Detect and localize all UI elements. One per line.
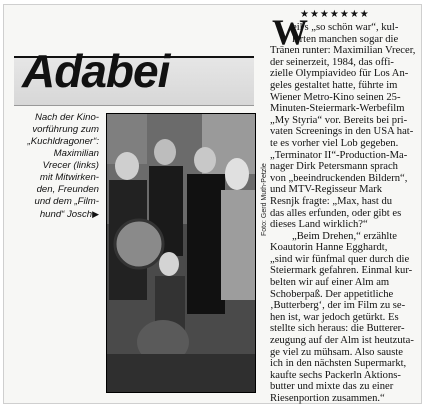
article-line: hen ist, war jedoch getürkt. Es — [270, 311, 399, 323]
article-line: Wiener Metro-Kino seinen 25- — [270, 91, 401, 103]
caption-line-text: hund“ Josch — [39, 209, 93, 220]
article-line: butter und mixte das zu einer — [270, 381, 394, 393]
article-line: stellte sich heraus: die Butterer- — [270, 323, 405, 335]
photo-caption — [22, 112, 99, 221]
article-line: belten wir auf einer Alm am — [270, 277, 390, 289]
article-line: lerten manchen sogar die — [292, 33, 399, 45]
section-title: Adabei — [22, 45, 170, 97]
article-line: Steiermark gefahren. Einmal kur- — [270, 265, 413, 277]
caption-line: mit Mitwirken- — [39, 172, 99, 183]
caption-line: den, Freunden — [36, 184, 99, 195]
article-line: „Terminator II“-Production-Ma- — [270, 149, 408, 161]
article-line: Tränen runter: Maximilian Vrecer, — [270, 45, 416, 57]
article-line: zeugung auf der Alm ist heutzuta- — [270, 335, 414, 347]
photo-credit: Foto: Gerd Muth-Petzle — [261, 163, 268, 236]
article-line: Koautorin Hanne Egghardt, — [270, 242, 388, 254]
caption-line — [22, 208, 99, 221]
article-line: ge viel zu mühsam. Also sauste — [270, 346, 403, 358]
article-line: dieses Land wirklich?“ — [270, 219, 368, 231]
article-line: vaten Screenings in den USA hat- — [270, 126, 414, 138]
article-line: „Beim Drehen,“ erzählte — [292, 230, 397, 242]
caption-line: Vrecer (links) — [42, 160, 99, 171]
article-line: Schoberpaß. Der appetitliche — [270, 288, 394, 300]
caption-line: „Kuchldragoner“: Maximilian — [27, 136, 99, 159]
article-line: eil's „so schön war“, kul- — [292, 22, 399, 33]
arrow-right-icon: ▶ — [92, 209, 99, 219]
article-line: „My Styria“ vor. Bereits bei pri- — [270, 114, 408, 126]
rating-stars: ★★★★★★★ — [300, 9, 370, 20]
article-line: von „beeindruckenden Bildern“, — [270, 172, 408, 184]
article-line: geles gestaltet hatte, führte im — [270, 79, 398, 91]
caption-line: Nach der Kino- — [35, 112, 99, 123]
article-line: Riesenportion zusammen.“ — [270, 393, 385, 404]
drop-cap: W — [272, 12, 308, 52]
article-line: ich in den nächsten Supermarkt, — [270, 358, 407, 370]
article-line: kaufte sechs Packerln Aktions- — [270, 369, 401, 381]
article-line: te es vorher viel Lob gegeben. — [270, 137, 399, 149]
article-line: nager Dirk Petersmann sprach — [270, 161, 398, 173]
article-body — [270, 22, 418, 405]
article-line: Minuten-Steiermark-Werbefilm — [270, 103, 405, 115]
caption-line: vorführung zum — [32, 124, 99, 135]
group-photo — [106, 113, 256, 393]
caption-line: und dem „Film- — [34, 196, 99, 207]
article-line: „sind wir fünfmal quer durch die — [270, 253, 410, 265]
article-line: und MTV-Regisseur Mark — [270, 184, 383, 196]
article-line: Resnjk fragte: „Max, hast du — [270, 195, 393, 207]
article-line: ‚Butterberg‘, der im Film zu se- — [270, 300, 406, 312]
group-photo-image — [107, 114, 255, 392]
article-line: zielle Olympiavideo für Los An- — [270, 68, 409, 80]
article-line: der seinerzeit, 1984, das offi- — [270, 56, 394, 68]
article-line: das alles erfunden, oder gibt es — [270, 207, 402, 219]
